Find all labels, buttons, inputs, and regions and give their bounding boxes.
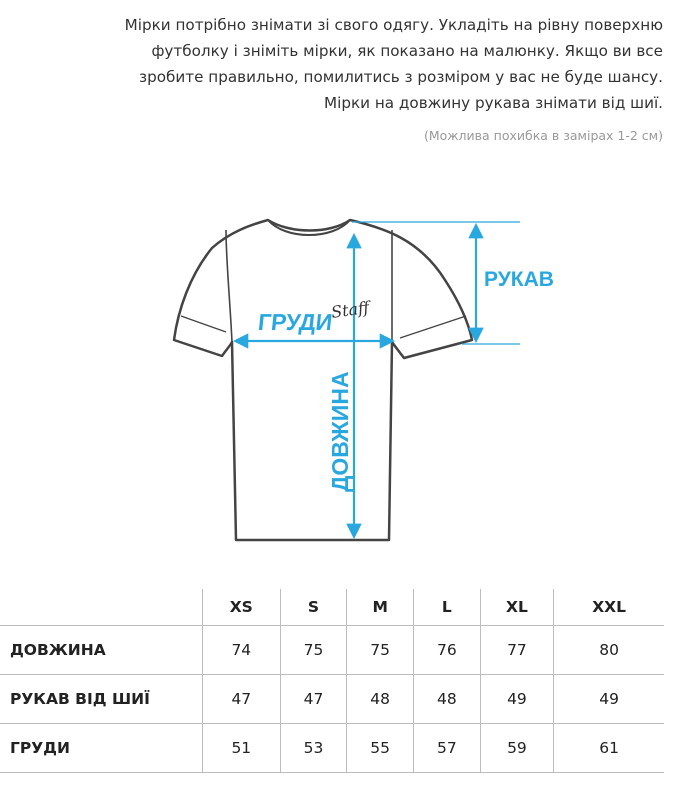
table-header-row [0,589,664,626]
table-cell: 76 [414,626,481,675]
size-header-xl: XL [480,589,553,626]
table-cell: 75 [280,626,347,675]
intro-line: Мірки на довжину рукава знімати від шиї. [324,94,663,112]
table-cell: 59 [480,724,553,773]
tshirt-illustration [0,200,675,560]
row-label: ДОВЖИНА [0,626,203,675]
intro-text [23,12,663,116]
size-chart-table [0,589,664,773]
table-cell: 51 [203,724,281,773]
row-label: ГРУДИ [0,724,203,773]
tshirt-outline [174,220,472,540]
table-cell: 55 [347,724,414,773]
measurement-error-note: (Можлива похибка в замірах 1-2 см) [423,128,663,143]
table-row [0,724,664,773]
table-cell: 61 [554,724,664,773]
table-row [0,675,664,724]
size-header-xs: XS [203,589,281,626]
table-cell: 77 [480,626,553,675]
table-cell: 57 [414,724,481,773]
brand-logo: Staff [329,297,371,322]
table-cell: 74 [203,626,281,675]
table-row [0,626,664,675]
size-header-s: S [280,589,347,626]
intro-line: футболку і зніміть мірки, як показано на малюнку. Якщо ви все [151,42,663,60]
tshirt-measurement-diagram [0,200,675,560]
table-cell: 47 [203,675,281,724]
measure-arrows [236,222,520,536]
row-label: РУКАВ ВІД ШИЇ [0,675,203,724]
table-cell: 48 [414,675,481,724]
table-cell: 75 [347,626,414,675]
size-header-m: M [347,589,414,626]
size-header-xxl: XXL [554,589,664,626]
intro-line: Мірки потрібно знімати зі свого одягу. Укладіть на рівну поверхню [124,16,663,34]
length-label: ДОВЖИНА [327,371,353,492]
table-cell: 49 [480,675,553,724]
chest-label: ГРУДИ [256,309,334,335]
table-cell: 48 [347,675,414,724]
table-cell: 49 [554,675,664,724]
table-cell: 53 [280,724,347,773]
table-cell: 47 [280,675,347,724]
sleeve-label: РУКАВ [484,268,554,291]
intro-line: зробите правильно, помилитись з розміром у вас не буде шансу. [139,68,663,86]
size-header-l: L [414,589,481,626]
table-cell: 80 [554,626,664,675]
table-header-empty [0,589,203,626]
